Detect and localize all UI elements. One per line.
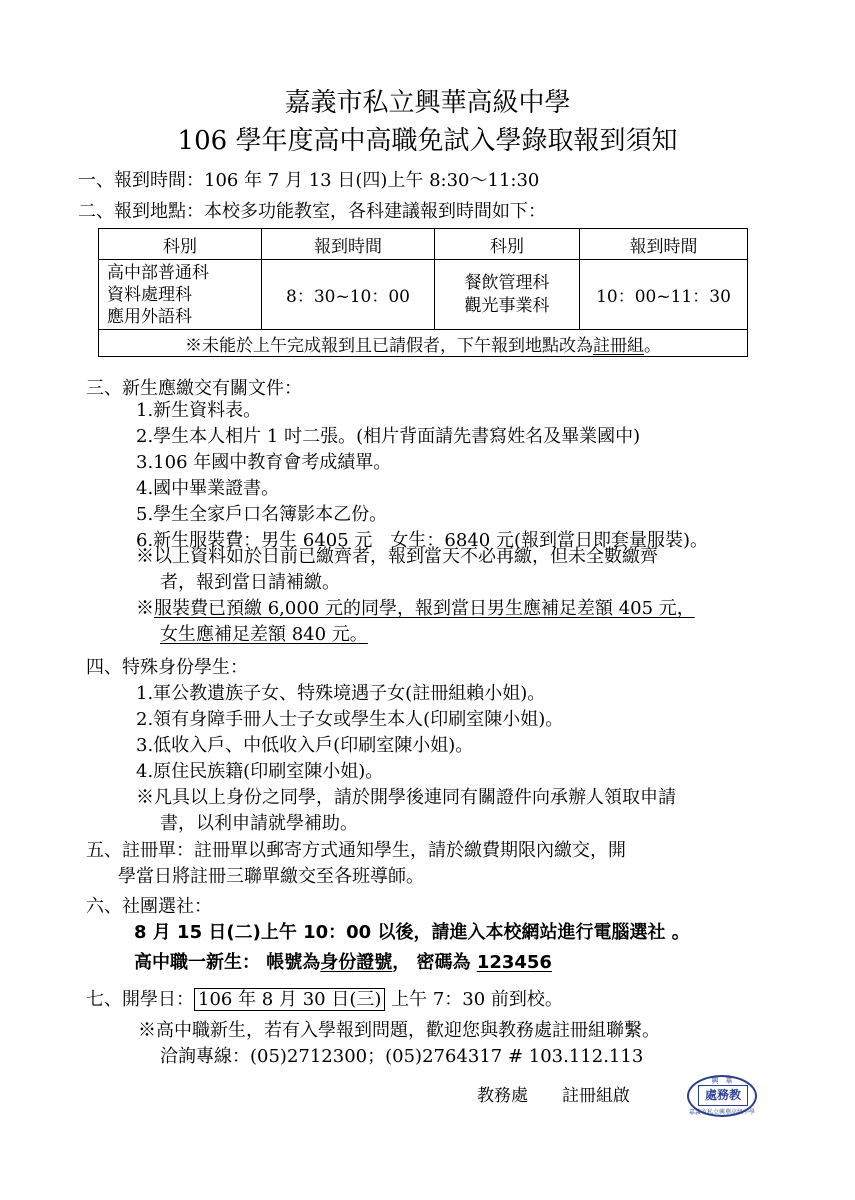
table-header: 報到時間 bbox=[262, 229, 435, 260]
start-date: 106 年 8 月 30 日(三) bbox=[194, 988, 385, 1011]
special-list bbox=[136, 679, 563, 783]
table-header: 科別 bbox=[99, 229, 262, 260]
table-header: 報到時間 bbox=[580, 229, 748, 260]
section-documents-heading: 三、新生應繳交有關文件： bbox=[86, 378, 302, 399]
club-selection-time: 8 月 15 日(二)上午 10：00 以後，請進入本校網站進行電腦選社 。 bbox=[134, 922, 690, 943]
school-title: 嘉義市私立興華高級中學 bbox=[284, 88, 571, 118]
list-item: 4.原住民族籍(印刷室陳小姐)。 bbox=[136, 761, 384, 782]
section-report-location: 二、報到地點：本校多功能教室，各科建議報到時間如下： bbox=[78, 201, 546, 222]
special-note-cont: 書，以利申請就學補助。 bbox=[160, 813, 358, 834]
office-seal: 興 華 處務教 嘉義市私立興華高級中學 bbox=[689, 1077, 756, 1116]
list-item: 1.新生資料表。 bbox=[136, 400, 262, 421]
club-account-info: 高中職一新生： 帳號為身份證號， 密碼為 123456 bbox=[134, 952, 552, 973]
list-item: 4.國中畢業證書。 bbox=[136, 478, 280, 499]
documents-note: ※以上資料如於日前已繳齊者，報到當天不必再繳，但未全數繳齊 bbox=[136, 546, 658, 567]
list-item: 5.學生全家戶口名簿影本乙份。 bbox=[136, 504, 388, 525]
table-header: 科別 bbox=[435, 229, 580, 260]
notice-title: 106 學年度高中高職免試入學錄取報到須知 bbox=[177, 126, 678, 156]
section-special-heading: 四、特殊身份學生： bbox=[86, 657, 248, 678]
list-item: 6.新生服裝費：男生 6405 元 女生：6840 元(報到當日即套量服裝)。 bbox=[136, 530, 708, 551]
table-cell-time: 10：00~11：30 bbox=[580, 260, 748, 330]
documents-note-cont: 者，報到當日請補繳。 bbox=[160, 572, 340, 593]
table-cell-departments: 餐飲管理科 觀光事業科 bbox=[435, 260, 580, 330]
table-cell-time: 8：30~10：00 bbox=[262, 260, 435, 330]
contact-note: ※高中職新生，若有入學報到問題，歡迎您與教務處註冊組聯繫。 bbox=[138, 1020, 660, 1041]
list-item: 1.軍公教遺族子女、特殊境遇子女(註冊組賴小姐)。 bbox=[136, 683, 546, 704]
section-report-time: 一、報到時間：106 年 7 月 13 日(四)上午 8:30～11:30 bbox=[78, 170, 540, 191]
section-registration: 五、註冊單：註冊單以郵寄方式通知學生，請於繳費期限內繳交，開 bbox=[86, 840, 626, 861]
table-note: ※未能於上午完成報到且已請假者，下午報到地點改為註冊組。 bbox=[99, 330, 748, 357]
password-value: 123456 bbox=[476, 952, 552, 973]
table-cell-departments: 高中部普通科 資料處理科 應用外語科 bbox=[99, 260, 262, 330]
section-club-heading: 六、社團選社： bbox=[86, 896, 212, 917]
schedule-table bbox=[98, 228, 748, 357]
section-school-start: 七、開學日： 106 年 8 月 30 日(三) 上午 7：30 前到校。 bbox=[86, 989, 563, 1010]
documents-list bbox=[136, 400, 708, 556]
uniform-fee-note-cont: 女生應補足差額 840 元。 bbox=[160, 624, 368, 645]
contact-phone: 洽詢專線：(05)2712300；(05)2764317 # 103.112.113 bbox=[160, 1046, 644, 1067]
list-item: 2.領有身障手冊人士子女或學生本人(印刷室陳小姐)。 bbox=[136, 709, 564, 730]
list-item: 2.學生本人相片 1 吋二張。(相片背面請先書寫姓名及畢業國中) bbox=[136, 426, 641, 447]
registration-office-link: 註冊組 bbox=[593, 335, 644, 356]
uniform-fee-note: ※服裝費已預繳 6,000 元的同學，報到當日男生應補足差額 405 元， bbox=[136, 598, 695, 619]
signoff: 教務處 註冊組啟 bbox=[477, 1086, 630, 1106]
list-item: 3.106 年國中教育會考成績單。 bbox=[136, 452, 392, 473]
section-registration-cont: 學當日將註冊三聯單繳交至各班導師。 bbox=[118, 866, 424, 887]
special-note: ※凡具以上身份之同學，請於開學後連同有關證件向承辦人領取申請 bbox=[136, 787, 676, 808]
list-item: 3.低收入戶、中低收入戶(印刷室陳小姐)。 bbox=[136, 735, 474, 756]
